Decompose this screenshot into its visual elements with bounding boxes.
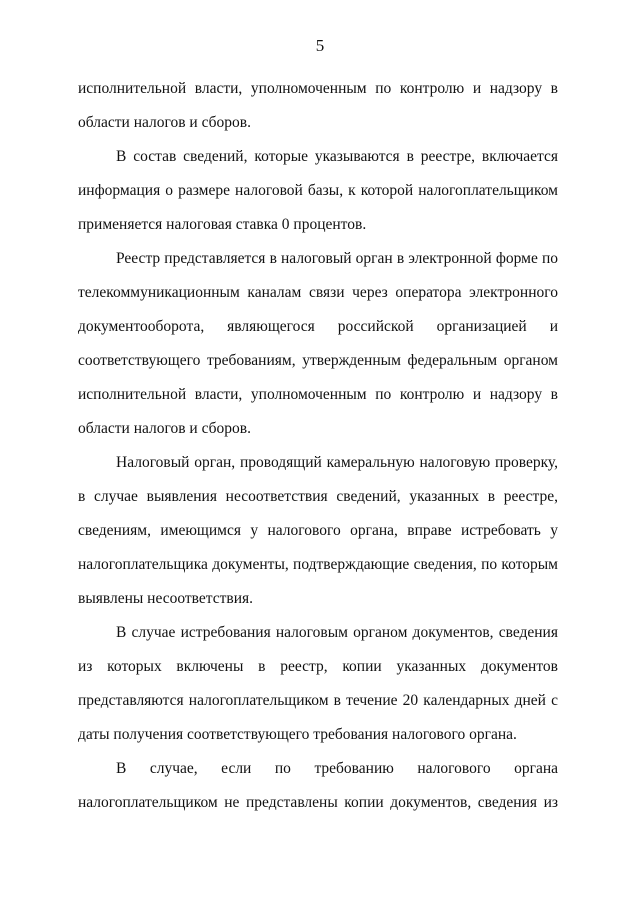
paragraph-document-request: Налоговый орган, проводящий камеральную налоговую проверку, в случае выявления несоответствия сведений, указанных в реестре, сведениям, имеющимся у налогового органа, вправе истребовать у налогоплательщика документы, подтверждающие сведения, по которым выявлены несоответствия. [78,454,558,607]
page-number: 5 [315,36,325,55]
paragraph-registry-contents: В состав сведений, которые указываются в реестре, включается информация о размере налоговой базы, к которой налогоплательщиком применяется налоговая ставка 0 процентов. [78,148,558,233]
paragraph-non-submission: В случае, если по требованию налогового органа налогоплательщиком не представлены копии документов, сведения из [78,760,558,811]
paragraph-registry-submission: Реестр представляется в налоговый орган в электронной форме по телекоммуникационным каналам связи через оператора электронного документооборота, являющегося российской организацией и соответствующего требованиям, утвержденным федеральным органом исполнительной власти, уполномоченным по контролю и надзору в области налогов и сборов. [78,250,558,437]
document-body [78,72,558,820]
paragraph-document-copies: В случае истребования налоговым органом документов, сведения из которых включены в реестр, копии указанных документов представляются налогоплательщиком в течение 20 календарных дней с даты получения соответствующего требования налогового органа. [78,624,558,743]
paragraph-continuation: исполнительной власти, уполномоченным по контролю и надзору в области налогов и сборов. [78,80,558,131]
